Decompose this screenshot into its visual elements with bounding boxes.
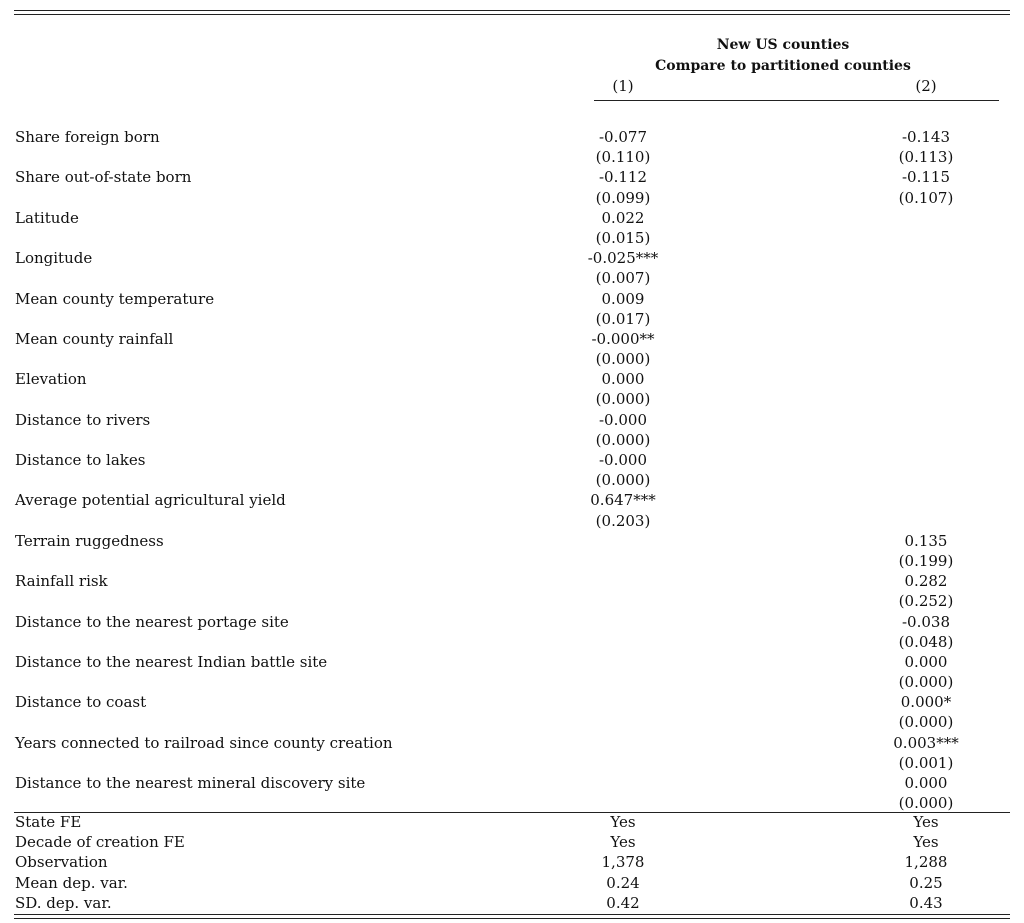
coef-col1: 0.009 <box>601 289 645 308</box>
footer-col2: 1,288 <box>904 853 948 872</box>
header-underline <box>594 100 999 101</box>
se-col1: (0.000) <box>595 430 651 449</box>
se-col1: (0.000) <box>595 390 651 409</box>
se-col1: (0.110) <box>595 148 651 167</box>
row-label: Latitude <box>15 208 79 227</box>
column-header-1: (1) <box>612 77 634 95</box>
top-rule-2 <box>14 14 1010 15</box>
table-row-se <box>0 389 1024 409</box>
table-row <box>0 369 1024 389</box>
table-row-se <box>0 349 1024 369</box>
table-row-se <box>0 551 1024 571</box>
table-row <box>0 208 1024 228</box>
coef-col1: -0.000** <box>591 329 655 348</box>
coef-col1: 0.000 <box>601 370 645 389</box>
footer-label: Decade of creation FE <box>15 833 185 852</box>
table-row <box>0 490 1024 510</box>
coef-col2: 0.282 <box>904 572 948 591</box>
coef-col2: -0.143 <box>901 128 950 146</box>
se-col1: (0.000) <box>595 471 651 490</box>
table-row <box>0 652 1024 672</box>
se-col2: (0.000) <box>898 713 954 732</box>
table-row-se <box>0 147 1024 167</box>
coef-col2: 0.000* <box>900 693 952 712</box>
table-row <box>0 531 1024 551</box>
table-row <box>0 773 1024 793</box>
row-label: Distance to coast <box>15 693 147 712</box>
footer-label: Observation <box>15 853 108 872</box>
table-row-se <box>0 632 1024 652</box>
column-group-title: New US counties <box>716 37 850 53</box>
se-col1: (0.017) <box>595 309 651 328</box>
table-row <box>0 289 1024 309</box>
coef-col1: -0.077 <box>598 128 647 146</box>
footer-row <box>0 832 1024 852</box>
coef-col2: -0.038 <box>901 612 950 631</box>
table-row-se <box>0 591 1024 611</box>
bottom-rule-2 <box>14 918 1010 919</box>
row-label: Longitude <box>15 249 93 268</box>
se-col1: (0.000) <box>595 350 651 369</box>
table-row <box>0 127 1024 147</box>
top-rule-1 <box>14 10 1010 11</box>
footer-col2: Yes <box>913 833 939 852</box>
coef-col1: -0.000 <box>598 410 647 429</box>
footer-col2: Yes <box>913 813 939 831</box>
coef-col1: -0.112 <box>598 168 647 187</box>
table-row-se <box>0 188 1024 208</box>
row-label: Elevation <box>15 370 87 389</box>
table-row-se <box>0 511 1024 531</box>
row-label: Share out-of-state born <box>15 168 192 187</box>
se-col2: (0.252) <box>898 592 954 611</box>
table-row <box>0 612 1024 632</box>
row-label: Mean county rainfall <box>15 329 174 348</box>
row-label: Years connected to railroad since county creation <box>15 733 393 752</box>
footer-label: SD. dep. var. <box>15 893 112 912</box>
footer-label: Mean dep. var. <box>15 873 128 892</box>
footer-row <box>0 852 1024 872</box>
table-row-se <box>0 672 1024 692</box>
row-label: Rainfall risk <box>15 572 108 591</box>
column-header-2: (2) <box>915 77 937 95</box>
table-footer <box>0 812 1024 913</box>
table-row-se <box>0 470 1024 490</box>
coef-col1: -0.025*** <box>587 249 659 268</box>
row-label: Terrain ruggedness <box>15 531 164 550</box>
table-row-se <box>0 309 1024 329</box>
row-label: Distance to the nearest Indian battle site <box>15 652 328 671</box>
table-row-se <box>0 268 1024 288</box>
table-row <box>0 571 1024 591</box>
se-col2: (0.048) <box>898 632 954 651</box>
row-label: Distance to the nearest portage site <box>15 612 289 631</box>
footer-col1: Yes <box>610 813 636 831</box>
table-row <box>0 410 1024 430</box>
bottom-rule-1 <box>14 914 1010 915</box>
se-col2: (0.000) <box>898 794 954 813</box>
column-group-subtitle: Compare to partitioned counties <box>655 58 911 74</box>
footer-col2: 0.43 <box>909 893 943 912</box>
se-col2: (0.113) <box>898 148 954 167</box>
se-col1: (0.007) <box>595 269 651 288</box>
se-col1: (0.015) <box>595 228 651 247</box>
se-col1: (0.099) <box>595 188 651 207</box>
row-label: Mean county temperature <box>15 289 215 308</box>
footer-col1: 1,378 <box>601 853 645 872</box>
table-row-se <box>0 228 1024 248</box>
table-row <box>0 329 1024 349</box>
coef-col2: 0.135 <box>904 531 948 550</box>
se-col2: (0.000) <box>898 673 954 692</box>
footer-col1: 0.24 <box>606 873 640 892</box>
row-label: Distance to lakes <box>15 451 146 469</box>
coef-col2: 0.000 <box>904 774 948 792</box>
table-row <box>0 450 1024 470</box>
table-row-se <box>0 793 1024 813</box>
se-col2: (0.107) <box>898 188 954 207</box>
table-row <box>0 248 1024 268</box>
footer-col1: 0.42 <box>606 893 640 912</box>
footer-col1: Yes <box>610 833 636 852</box>
coef-col1: -0.000 <box>598 451 647 469</box>
footer-row <box>0 893 1024 913</box>
footer-col2: 0.25 <box>909 873 943 892</box>
footer-row <box>0 873 1024 893</box>
table-row <box>0 733 1024 753</box>
table-row <box>0 692 1024 712</box>
row-label: Distance to the nearest mineral discovery site <box>15 774 366 792</box>
coef-col1: 0.647*** <box>590 491 656 510</box>
coef-col2: 0.000 <box>904 652 948 671</box>
row-label: Share foreign born <box>15 128 160 146</box>
coef-col2: -0.115 <box>901 168 950 187</box>
table-row-se <box>0 753 1024 773</box>
footer-label: State FE <box>15 813 82 831</box>
row-label: Distance to rivers <box>15 410 151 429</box>
footer-row <box>0 812 1024 832</box>
table-row-se <box>0 430 1024 450</box>
row-label: Average potential agricultural yield <box>15 491 286 510</box>
coef-col2: 0.003*** <box>893 733 959 752</box>
table-row-se <box>0 712 1024 732</box>
coef-col1: 0.022 <box>601 208 645 227</box>
table-row <box>0 167 1024 187</box>
se-col2: (0.199) <box>898 551 954 570</box>
se-col1: (0.203) <box>595 511 651 530</box>
table-body <box>0 127 1024 813</box>
se-col2: (0.001) <box>898 753 954 772</box>
